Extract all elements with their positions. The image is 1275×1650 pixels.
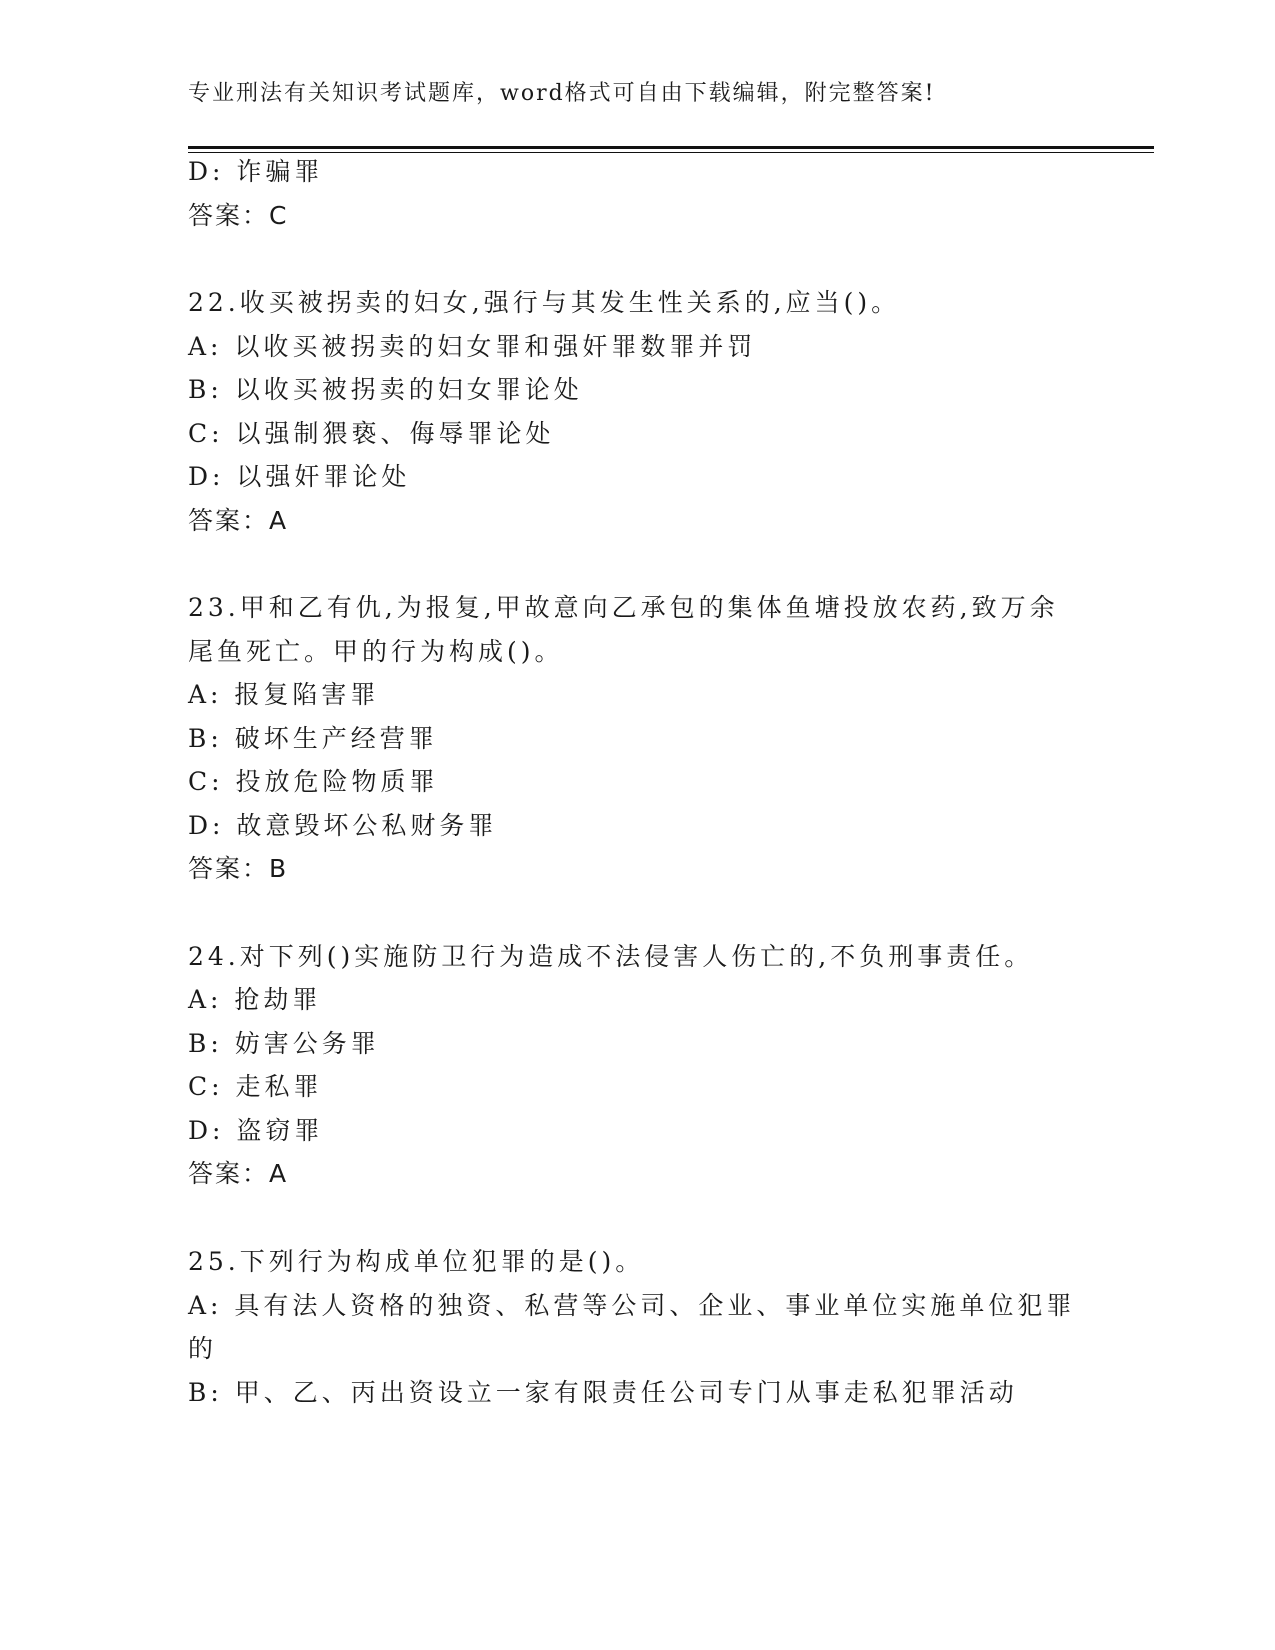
q24-option-d: D: 盗窃罪 [188,1116,324,1145]
q21-option-d: D: 诈骗罪 [188,157,324,186]
page-header: 专业刑法有关知识考试题库，word格式可自由下载编辑，附完整答案! [188,81,936,106]
q22-option-d: D: 以强奸罪论处 [188,462,411,491]
q24-question: 24.对下列()实施防卫行为造成不法侵害人伤亡的,不负刑事责任。 [188,942,1034,971]
q25-option-a-line2: 的 [188,1334,218,1363]
q23-question-line2: 尾鱼死亡。甲的行为构成()。 [188,637,564,666]
q22-question: 22.收买被拐卖的妇女,强行与其发生性关系的,应当()。 [188,288,901,317]
q22-option-a: A: 以收买被拐卖的妇女罪和强奸罪数罪并罚 [188,332,757,361]
q23-option-c: C: 投放危险物质罪 [188,767,439,796]
q23-answer: 答案：B [188,854,289,883]
q23-option-b: B: 破坏生产经营罪 [188,724,438,753]
q21-answer: 答案：C [188,201,289,230]
q24-answer: 答案：A [188,1159,289,1188]
q25-option-b: B: 甲、乙、丙出资设立一家有限责任公司专门从事走私犯罪活动 [188,1378,1018,1407]
q25-question: 25.下列行为构成单位犯罪的是()。 [188,1247,645,1276]
q25-option-a-line1: A: 具有法人资格的独资、私营等公司、企业、事业单位实施单位犯罪 [188,1291,1076,1320]
q24-option-c: C: 走私罪 [188,1072,323,1101]
q22-option-b: B: 以收买被拐卖的妇女罪论处 [188,375,583,404]
q23-option-a: A: 报复陷害罪 [188,680,380,709]
q23-option-d: D: 故意毁坏公私财务罪 [188,811,498,840]
q22-option-c: C: 以强制猥亵、侮辱罪论处 [188,419,555,448]
q24-option-a: A: 抢劫罪 [188,985,322,1014]
q24-option-b: B: 妨害公务罪 [188,1029,380,1058]
q22-answer: 答案：A [188,506,289,535]
header-divider-thin [188,152,1154,153]
q23-question-line1: 23.甲和乙有仇,为报复,甲故意向乙承包的集体鱼塘投放农药,致万余 [188,593,1059,622]
header-divider-thick [188,146,1154,149]
